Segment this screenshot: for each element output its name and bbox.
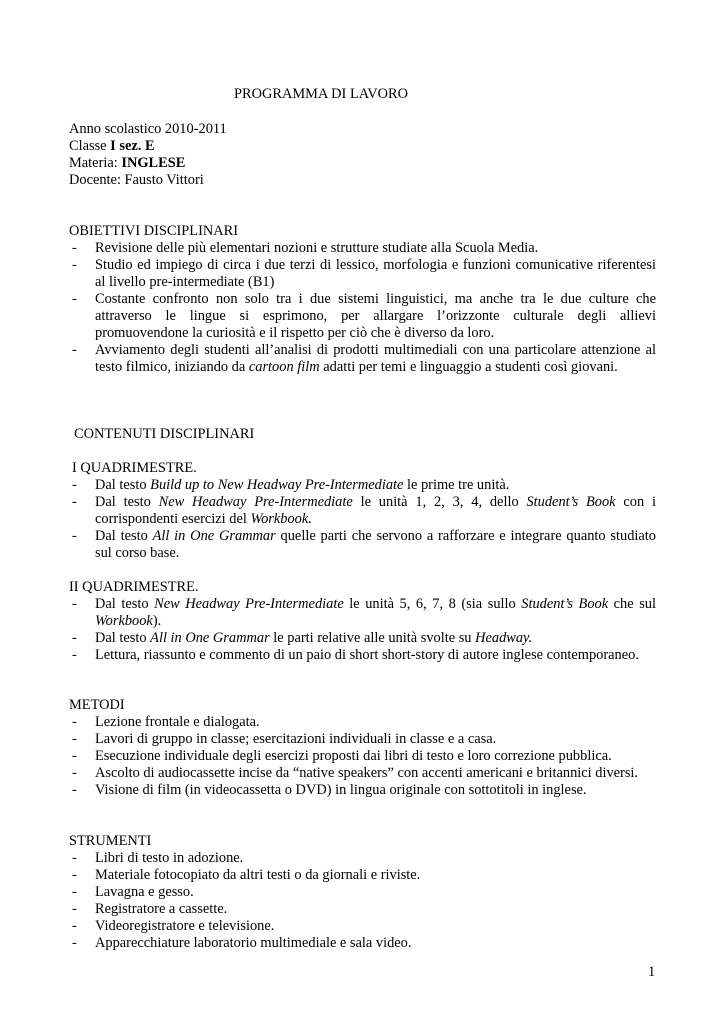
book-title: Workbook. xyxy=(250,511,312,527)
quadrimestre-1-heading: I QUADRIMESTRE. xyxy=(72,460,197,476)
strumenti-item-2: Materiale fotocopiato da altri testi o da giornali e riviste. xyxy=(95,867,421,883)
q1-item-3-line-2: sul corso base. xyxy=(95,545,180,561)
bullet-dash: - xyxy=(72,630,77,646)
bullet-dash: - xyxy=(72,884,77,900)
obiettivi-item-4-line-2 xyxy=(95,359,656,376)
bullet-dash: - xyxy=(72,867,77,883)
materia-line xyxy=(69,155,185,172)
classe-value: I sez. E xyxy=(110,138,155,154)
bullet-dash: - xyxy=(72,291,77,307)
bullet-dash: - xyxy=(72,935,77,951)
book-title: All in One Grammar xyxy=(150,630,270,646)
metodi-item-2: Lavori di gruppo in classe; esercitazioni individuali in classe e a casa. xyxy=(95,731,497,747)
obiettivi-item-2-line-1: Studio ed impiego di circa i due terzi di lessico, morfologia e funzioni comunicative riferentesi xyxy=(95,257,656,273)
obiettivi-item-3-line-2: attraverso le lingue si esprimono, per allargare l’orizzonte culturale degli allievi xyxy=(95,308,656,324)
text-run: che sul xyxy=(608,596,656,612)
book-title: New Headway Pre-Intermediate xyxy=(158,494,353,510)
quadrimestre-2-heading: II QUADRIMESTRE. xyxy=(69,579,199,595)
contenuti-heading: CONTENUTI DISCIPLINARI xyxy=(74,426,255,442)
bullet-dash: - xyxy=(72,748,77,764)
bullet-dash: - xyxy=(72,918,77,934)
page-number: 1 xyxy=(648,964,656,980)
bullet-dash: - xyxy=(72,731,77,747)
text-run: Dal testo xyxy=(95,477,151,493)
q1-item-3-line-1 xyxy=(95,528,656,545)
obiettivi-item-2-line-2: al livello pre-intermediate (B1) xyxy=(95,274,275,290)
text-run: quelle parti che servono a rafforzare e integrare quanto studiato xyxy=(275,528,656,544)
bullet-dash: - xyxy=(72,782,77,798)
classe-label: Classe xyxy=(69,138,111,154)
text-run: corrispondenti esercizi del xyxy=(95,511,251,527)
text-run: Dal testo xyxy=(95,596,155,612)
text-run: con i xyxy=(615,494,656,510)
text-run: adatti per temi e linguaggio a studenti così giovani. xyxy=(319,359,618,375)
text-run: le unità 1, 2, 3, 4, dello xyxy=(352,494,527,510)
materia-label: Materia: xyxy=(69,155,122,171)
metodi-item-5: Visione di film (in videocassetta o DVD) in lingua originale con sottotitoli in inglese. xyxy=(95,782,587,798)
q1-item-2-line-2 xyxy=(95,511,656,528)
text-run: testo filmico, iniziando da xyxy=(95,359,249,375)
book-title: New Headway Pre-Intermediate xyxy=(154,596,344,612)
text-run: Dal testo xyxy=(95,528,153,544)
classe-line xyxy=(69,138,155,155)
book-title: All in One Grammar xyxy=(152,528,276,544)
book-title: Student’s Book xyxy=(526,494,616,510)
metodi-heading: METODI xyxy=(69,697,125,713)
bullet-dash: - xyxy=(72,528,77,544)
bullet-dash: - xyxy=(72,240,77,256)
q2-item-1-line-1 xyxy=(95,596,656,613)
strumenti-item-3: Lavagna e gesso. xyxy=(95,884,194,900)
book-title: Student’s Book xyxy=(521,596,609,612)
strumenti-item-4: Registratore a cassette. xyxy=(95,901,228,917)
obiettivi-item-4-line-1: Avviamento degli studenti all’analisi di prodotti multimediali con una particolare attenzione al xyxy=(95,342,656,358)
bullet-dash: - xyxy=(72,596,77,612)
strumenti-item-1: Libri di testo in adozione. xyxy=(95,850,244,866)
q2-item-3: Lettura, riassunto e commento di un paio di short short-story di autore inglese contemporaneo. xyxy=(95,647,639,663)
metodi-item-3: Esecuzione individuale degli esercizi proposti dai libri di testo e loro correzione pubblica. xyxy=(95,748,612,764)
book-title: Build up to New Headway Pre-Intermediate xyxy=(150,477,404,493)
anno-scolastico: Anno scolastico 2010-2011 xyxy=(69,121,227,137)
q2-item-1-line-2 xyxy=(95,613,656,630)
bullet-dash: - xyxy=(72,714,77,730)
bullet-dash: - xyxy=(72,850,77,866)
text-run: Dal testo xyxy=(95,494,159,510)
text-run: le unità 5, 6, 7, 8 (sia sullo xyxy=(343,596,522,612)
book-title: Headway. xyxy=(475,630,533,646)
text-run: Dal testo xyxy=(95,630,151,646)
obiettivi-heading: OBIETTIVI DISCIPLINARI xyxy=(69,223,239,239)
q1-item-2-line-1 xyxy=(95,494,656,511)
document-title: PROGRAMMA DI LAVORO xyxy=(234,86,409,102)
book-title: Workbook xyxy=(95,613,153,629)
obiettivi-item-1: Revisione delle più elementari nozioni e strutture studiate alla Scuola Media. xyxy=(95,240,539,256)
bullet-dash: - xyxy=(72,477,77,493)
materia-value: INGLESE xyxy=(121,155,186,171)
bullet-dash: - xyxy=(72,342,77,358)
metodi-item-1: Lezione frontale e dialogata. xyxy=(95,714,260,730)
text-run: le parti relative alle unità svolte su xyxy=(269,630,476,646)
bullet-dash: - xyxy=(72,257,77,273)
obiettivi-item-3-line-1: Costante confronto non solo tra i due sistemi linguistici, ma anche tra le due culture che xyxy=(95,291,656,307)
text-run: le prime tre unità. xyxy=(403,477,510,493)
bullet-dash: - xyxy=(72,901,77,917)
bullet-dash: - xyxy=(72,647,77,663)
obiettivi-item-3-line-3: promuovendone la curiosità e il rispetto per ciò che è diverso da loro. xyxy=(95,325,495,341)
text-run: ). xyxy=(152,613,162,629)
bullet-dash: - xyxy=(72,765,77,781)
docente-line: Docente: Fausto Vittori xyxy=(69,172,204,188)
italic-title: cartoon film xyxy=(248,359,320,375)
q1-item-1 xyxy=(95,477,656,494)
strumenti-heading: STRUMENTI xyxy=(69,833,152,849)
bullet-dash: - xyxy=(72,494,77,510)
strumenti-item-5: Videoregistratore e televisione. xyxy=(95,918,275,934)
metodi-item-4: Ascolto di audiocassette incise da “native speakers” con accenti americani e britannici diversi. xyxy=(95,765,639,781)
strumenti-item-6: Apparecchiature laboratorio multimediale e sala video. xyxy=(95,935,412,951)
q2-item-2 xyxy=(95,630,656,647)
